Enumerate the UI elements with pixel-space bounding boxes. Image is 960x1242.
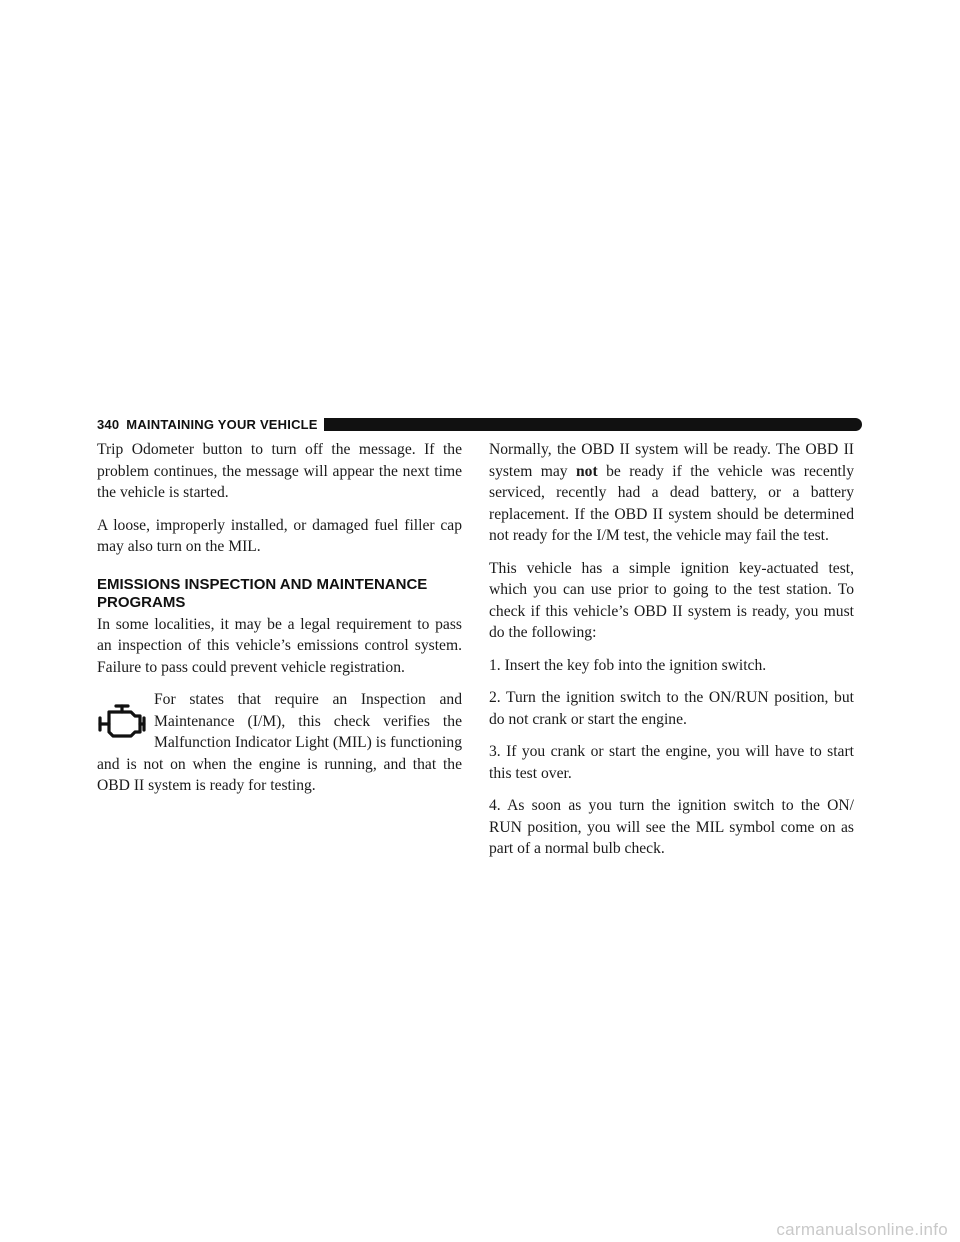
text-run: be ready if the vehicle was recently serviced, recently had a dead battery, or a battery replacement. If the OBD II system should be determined not ready for the I/M test, the vehicle may fail the test. — [489, 462, 854, 544]
page-number: 340 — [97, 416, 120, 432]
left-column — [97, 439, 462, 808]
paragraph: For states that require an Inspection and Maintenance (I/M), this check verifies the Malfunction Indicator Light (MIL) is functioning and is not on when the engine is running, and that the OBD II system is ready for testing. — [97, 691, 462, 794]
step-item: 1. Insert the key fob into the ignition switch. — [489, 656, 767, 674]
paragraph — [489, 439, 854, 547]
step-item: 2. Turn the ignition switch to the ON/RUN position, but do not crank or start the engine. — [489, 689, 854, 728]
step-item: 4. As soon as you turn the ignition switch to the ON/ RUN position, you will see the MIL symbol come on as part of a normal bulb check. — [489, 797, 854, 857]
text-run: Normally, the OBD II system will be ready. The OBD II system may — [489, 441, 854, 480]
section-heading: EMISSIONS INSPECTION AND MAINTENANCE PROGRAMS — [97, 575, 428, 611]
check-engine-icon — [97, 701, 147, 743]
paragraph: In some localities, it may be a legal requirement to pass an inspection of this vehicle’s emissions control system. Failure to pass could prevent vehicle registration. — [97, 615, 462, 676]
emphasis: not — [576, 462, 598, 480]
page-header — [97, 416, 862, 432]
watermark: carmanualsonline.info — [776, 1220, 948, 1239]
header-rule — [324, 418, 862, 431]
paragraph: Trip Odometer button to turn off the message. If the problem continues, the message will appear the next time the vehicle is started. — [97, 441, 462, 501]
step-item: 3. If you crank or start the engine, you will have to start this test over. — [489, 743, 854, 782]
right-column — [489, 439, 854, 871]
paragraph: This vehicle has a simple ignition key-actuated test, which you can use prior to going to the test station. To check if this vehicle’s OBD II system is ready, you must do the following: — [489, 559, 854, 641]
mil-note — [97, 689, 462, 797]
section-title: MAINTAINING YOUR VEHICLE — [126, 416, 318, 432]
paragraph: A loose, improperly installed, or damaged fuel filler cap may also turn on the MIL. — [97, 516, 462, 555]
